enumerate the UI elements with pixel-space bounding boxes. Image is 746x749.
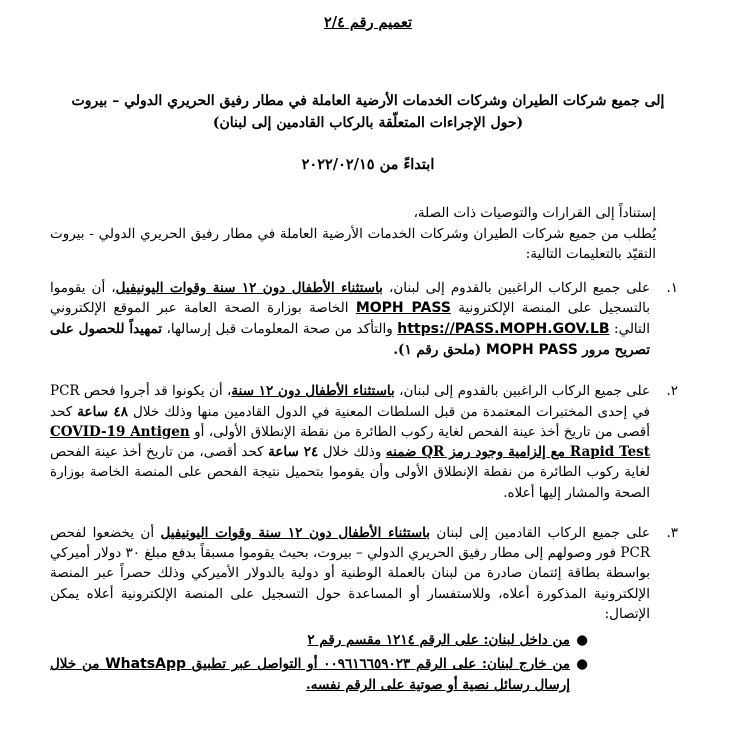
contact-text: من خلال إرسال رسائل نصية أو صوتية على الرقم نفسه.: [50, 656, 570, 694]
exemption-text: باستثناء الأطفال دون ١٢ سنة: [231, 383, 395, 400]
circular-number: تعميم رقم ٢/٤: [324, 14, 412, 31]
bullet-icon: ●: [576, 656, 588, 673]
qr-requirement: مع إلزامية وجود رمز QR ضمنه: [385, 444, 570, 461]
item-text: الخاصة بوزارة الصحة العامة عبر الموقع الإلكتروني التالي:: [50, 300, 650, 338]
instructions-list: [50, 278, 686, 696]
exemption-text: باستثناء الأطفال دون ١٢ سنة وقوات اليونيفيل: [115, 280, 383, 297]
item-text: على جميع الركاب الراغبين بالقدوم إلى لبنان،: [382, 280, 651, 297]
addressees-block: [50, 91, 686, 134]
test-name: COVID-19 Antigen Rapid Test: [50, 423, 651, 461]
intro-paragraph: [50, 203, 686, 264]
item-text: على جميع الركاب الراغبين بالقدوم إلى لبنان،: [394, 383, 651, 400]
whatsapp-name: WhatsApp: [105, 656, 186, 673]
instruction-item-3: [50, 523, 686, 696]
platform-url-link[interactable]: https://PASS.MOPH.GOV.LB: [397, 321, 610, 338]
item-number: ١.: [666, 280, 678, 297]
item-text: كحد أقصى، من تاريخ أخذ عينة الفحص لغاية ركوب الطائرة من نقطة الإنطلاق الأولى وأن يقوموا بتحميل نتيجة الفحص على المنصة الخاصة بوزارة الصحة والمشار إليها أعلاه.: [50, 444, 650, 501]
instruction-item-2: [50, 381, 686, 503]
contact-list: [50, 630, 650, 696]
item-text: ، أن يكونوا قد أجروا فحص PCR في إحدى المختبرات المعتمدة من قبل السلطات المعنية في الدول القادمين منها وذلك خلال: [50, 383, 650, 420]
platform-name: MOPH PASS: [485, 342, 578, 359]
bullet-icon: ●: [576, 632, 588, 649]
addressees-line: إلى جميع شركات الطيران وشركات الخدمات الأرضية العاملة في مطار رفيق الحريري الدولي – بيروت: [71, 93, 665, 110]
time-limit: ٢٤ ساعة: [268, 444, 319, 461]
item-text: على جميع الركاب القادمين إلى لبنان: [430, 524, 650, 541]
instruction-item-1: [50, 278, 686, 361]
item-text: والتأكد من صحة المعلومات قبل إرسالها،: [162, 321, 398, 338]
intro-line-1: إستناداً إلى القرارات والتوصيات ذات الصلة،: [413, 205, 656, 222]
subject-line: (حول الإجراءات المتعلّقة بالركاب القادمين إلى لبنان): [212, 114, 524, 131]
exemption-text: باستثناء الأطفال دون ١٢ سنة وقوات اليونيفيل: [160, 524, 431, 541]
effective-date: ابتداءً من ٢٠٢٢/٠٢/١٥: [301, 156, 435, 174]
contact-text: من خارج لبنان: على الرقم ٠٠٩٦١٦٦٥٩٠٢٣ أو التواصل عبر تطبيق: [186, 656, 571, 673]
item-text: كحد أقصى من تاريخ أخذ عينة الفحص لغاية ركوب الطائرة من نقطة الإنطلاق الأولى، أو: [50, 403, 650, 440]
item-text: وذلك خلال: [318, 444, 386, 461]
platform-name: MOPH PASS: [355, 300, 451, 317]
contact-item-outside-lebanon: [50, 654, 588, 695]
emphasis-text: تمهيداً للحصول على تصريح مرور: [50, 321, 650, 359]
annex-reference: (ملحق رقم ١).: [393, 342, 486, 359]
item-text: ، أن يقوموا بالتسجيل على المنصة الإلكترونية: [50, 280, 650, 317]
intro-line-2: يُطلب من جميع شركات الطيران وشركات الخدمات الأرضية العاملة في مطار رفيق الحريري الدولي - بيروت التقيّد بالتعليمات التالية:: [50, 225, 656, 262]
contact-item-inside-lebanon: [50, 630, 588, 650]
time-limit: ٤٨ ساعة: [77, 403, 128, 420]
contact-text: من داخل لبنان: على الرقم ١٢١٤ مقسم رقم ٢: [307, 632, 570, 649]
item-number: ٢.: [666, 383, 678, 400]
item-text: أن يخضعوا لفحص PCR فور وصولهم إلى مطار رفيق الحريري الدولي – بيروت، بحيث يقوموا مسبقاً بدفع مبلغ ٣٠ دولار أميركي بواسطة بطاقة إئتمان صادرة من لبنان بالعملة الوطنية أو دولية بالدولار الأميركي وذلك حصراً عبر المنصة الإلكترونية المذكورة أعلاه، وللاستفسار أو المساعدة حول التسجيل على المنصة الإلكترونية أعلاه يمكن الإتصال:: [50, 524, 650, 622]
item-number: ٣.: [666, 524, 678, 541]
